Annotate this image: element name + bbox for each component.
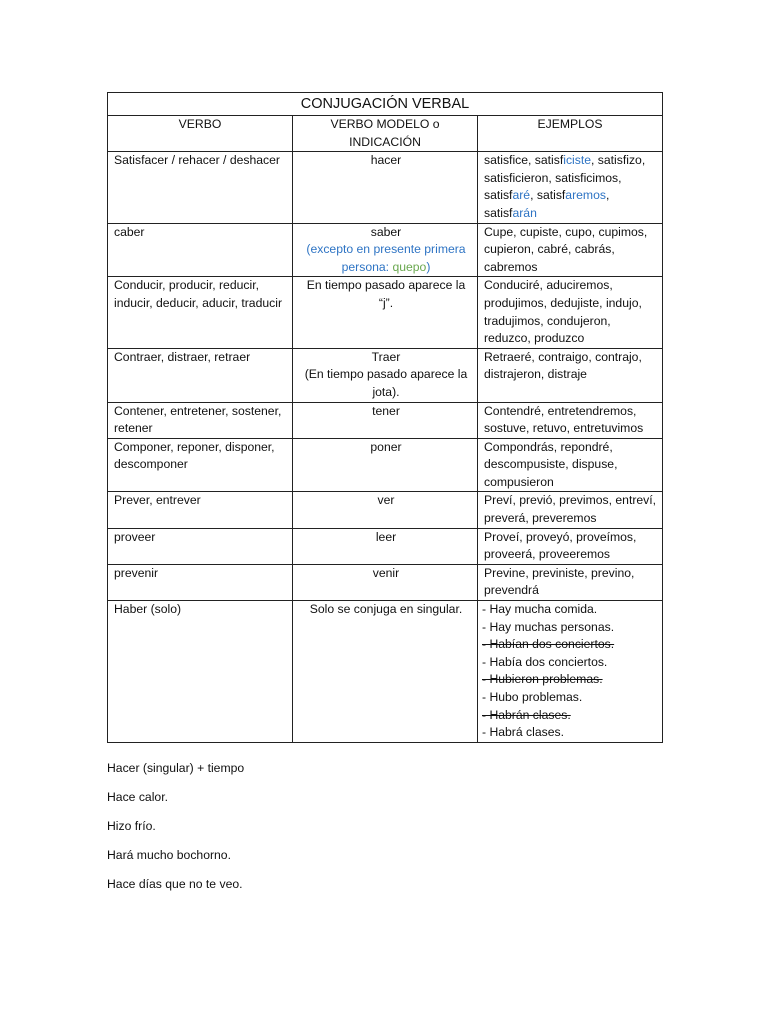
ejemplos-fragment: aremos [565, 188, 606, 203]
example-line: - Habrá clases. [482, 725, 564, 740]
verbo-cell: Satisfacer / rehacer / deshacer [108, 152, 293, 223]
modelo-note-word: quepo [392, 259, 427, 274]
modelo-cell: hacer [293, 152, 478, 223]
table-row [108, 601, 663, 743]
modelo-cell [293, 223, 478, 277]
ejemplos-fragment: iciste [563, 153, 592, 168]
example-line: - Hubieron problemas. [482, 672, 603, 687]
verbo-cell: prevenir [108, 564, 293, 600]
ejemplos-cell: Conduciré, aduciremos, produjimos, dedujiste, indujo, tradujimos, condujeron, reduzco, produzco [478, 277, 663, 348]
example-line: - Habían dos conciertos. [482, 637, 615, 652]
verbo-cell: Contener, entretener, sostener, retener [108, 402, 293, 438]
verbo-cell: caber [108, 223, 293, 277]
modelo-note-close: ) [426, 259, 431, 274]
table-row [108, 152, 663, 223]
header-verbo: VERBO [108, 116, 293, 152]
ejemplos-fragment: arán [512, 205, 537, 220]
table-row [108, 492, 663, 528]
header-ejemplos: EJEMPLOS [478, 116, 663, 152]
ejemplos-cell: Retraeré, contraigo, contrajo, distrajeron, distraje [478, 348, 663, 402]
note-line: Hará mucho bochorno. [107, 848, 231, 862]
verbo-cell: Prever, entrever [108, 492, 293, 528]
note-line: Hace días que no te veo. [107, 877, 243, 891]
ejemplos-cell: Previne, previniste, previno, prevendrá [478, 564, 663, 600]
ejemplos-cell: Contendré, entretendremos, sostuve, retuvo, entretuvimos [478, 402, 663, 438]
modelo-note: (excepto en presente primera persona: [306, 242, 466, 274]
modelo-cell: venir [293, 564, 478, 600]
ejemplos-cell [478, 601, 663, 743]
verbo-cell: proveer [108, 528, 293, 564]
notes-section [107, 760, 244, 905]
ejemplos-cell: Cupe, cupiste, cupo, cupimos, cupieron, cabré, cabrás, cabremos [478, 223, 663, 277]
example-line: - Había dos conciertos. [482, 654, 608, 669]
ejemplos-fragment: satisfice, satisf [484, 153, 564, 168]
modelo-text: saber [370, 224, 402, 239]
ejemplos-cell: Proveí, proveyó, proveímos, proveerá, proveeremos [478, 528, 663, 564]
example-line: - Hubo problemas. [482, 690, 583, 704]
modelo-cell: tener [293, 402, 478, 438]
ejemplos-cell [478, 152, 663, 223]
example-line: - Hay muchas personas. [482, 619, 615, 634]
modelo-text: Traer [371, 349, 401, 364]
header-modelo: VERBO MODELO o INDICACIÓN [293, 116, 478, 152]
table-row [108, 402, 663, 438]
ejemplos-fragment: , satisf [530, 188, 566, 203]
modelo-cell: ver [293, 492, 478, 528]
example-line: - Habrán clases. [482, 707, 571, 722]
note-line: Hace calor. [107, 790, 168, 804]
table-row [108, 564, 663, 600]
example-line: - Hay mucha comida. [482, 602, 598, 617]
conjugation-table [107, 92, 663, 743]
ejemplos-cell: Preví, previó, previmos, entreví, preverá, preveremos [478, 492, 663, 528]
modelo-cell [293, 348, 478, 402]
table-row [108, 528, 663, 564]
ejemplos-fragment: , satisf [484, 188, 610, 220]
modelo-cell: En tiempo pasado aparece la “j”. [293, 277, 478, 348]
modelo-note: (En tiempo pasado aparece la jota). [304, 367, 468, 399]
table-title: CONJUGACIÓN VERBAL [108, 93, 663, 116]
modelo-cell: Solo se conjuga en singular. [293, 601, 478, 743]
modelo-cell: poner [293, 438, 478, 492]
verbo-cell: Contraer, distraer, retraer [108, 348, 293, 402]
verbo-cell: Haber (solo) [108, 601, 293, 743]
verbo-cell: Conducir, producir, reducir, inducir, deducir, aducir, traducir [108, 277, 293, 348]
note-line: Hizo frío. [107, 819, 156, 833]
table-row [108, 277, 663, 348]
table-row [108, 438, 663, 492]
verbo-cell: Componer, reponer, disponer, descomponer [108, 438, 293, 492]
ejemplos-cell: Compondrás, repondré, descompusiste, dispuse, compusieron [478, 438, 663, 492]
ejemplos-fragment: , satisfizo, satisficieron, satisficimos, satisf [484, 153, 646, 203]
table-row [108, 348, 663, 402]
modelo-cell: leer [293, 528, 478, 564]
note-line: Hacer (singular) + tiempo [107, 761, 245, 775]
table-row [108, 223, 663, 277]
ejemplos-fragment: aré [512, 188, 531, 203]
